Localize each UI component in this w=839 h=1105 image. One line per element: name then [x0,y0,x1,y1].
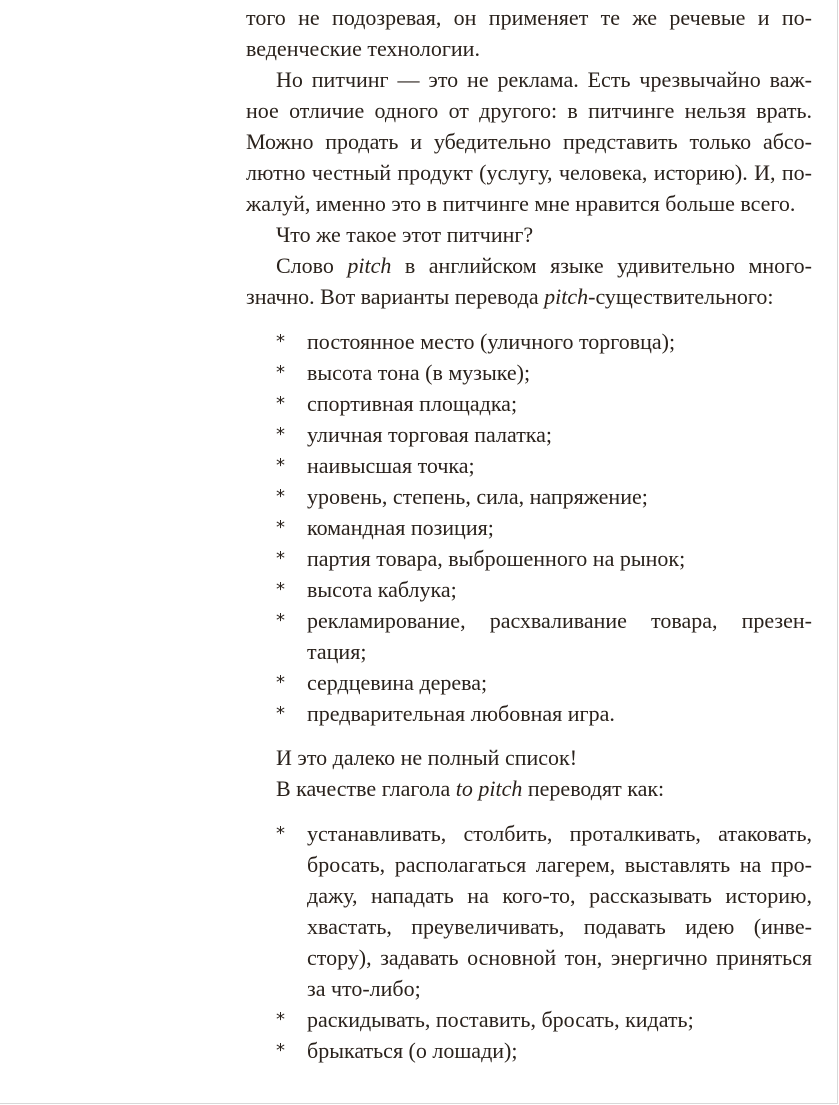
paragraph-verb-intro [246,773,812,804]
text-line: Слово pitch в английском языке удивительно много- [276,253,812,278]
list-item-line: предварительная любовная игра. [307,701,615,726]
list-item-line: постоянное место (уличного торговца); [307,329,676,354]
list-item-line: спортивная площадка; [307,391,518,416]
paragraph-word-pitch [246,250,812,312]
text-line: В качестве глагола to pitch переводят как: [276,776,665,801]
asterisk-bullet-icon: * [276,517,285,538]
list-item-line: раскидывать, поставить, бросать, кидать; [307,1007,694,1032]
asterisk-bullet-icon: * [276,393,285,414]
list-item-line: стору), задавать основной тон, энергично приняться [307,945,812,970]
list-item [246,605,812,667]
list-item-line: бросать, располагаться лагерем, выставлять на про- [307,852,812,877]
asterisk-bullet-icon: * [276,486,285,507]
asterisk-bullet-icon: * [276,823,285,844]
list-item [246,326,812,357]
list-item-line: за что-либо; [307,976,421,1001]
list-item-line: брыкаться (о лошади); [307,1038,518,1063]
list-item-line: дажу, нападать на кого-то, рассказывать историю, [307,883,812,908]
list-item-line: партия товара, выброшенного на рынок; [307,546,686,571]
list-item-line: наивысшая точка; [307,453,475,478]
text-line: жалуй, именно это в питчинге мне нравится больше всего. [246,191,796,216]
text-line: значно. Вот варианты перевода pitch-существительного: [246,284,774,309]
verb-translations-list [246,818,812,1066]
asterisk-bullet-icon: * [276,1040,285,1061]
list-item-line: хвастать, преувеличивать, подавать идею (инве- [307,914,812,939]
asterisk-bullet-icon: * [276,331,285,352]
list-item [246,1004,812,1035]
noun-translations-list [246,326,812,729]
list-item [246,818,812,1004]
text-line: веденческие технологии. [246,36,480,61]
asterisk-bullet-icon: * [276,362,285,383]
asterisk-bullet-icon: * [276,548,285,569]
text-line: Можно продать и убедительно представить только абсо- [246,129,812,154]
page-text [246,2,812,1066]
paragraph-continuation [246,2,812,64]
asterisk-bullet-icon: * [276,610,285,631]
asterisk-bullet-icon: * [276,672,285,693]
asterisk-bullet-icon: * [276,703,285,724]
text-line: лютно честный продукт (услугу, человека, историю). И, по- [246,160,812,185]
list-item [246,450,812,481]
paragraph-question [246,219,812,250]
list-item [246,574,812,605]
list-item [246,667,812,698]
term-pitch: pitch [347,253,392,278]
asterisk-bullet-icon: * [276,424,285,445]
list-item-line: устанавливать, столбить, проталкивать, атаковать, [307,821,812,846]
term-to-pitch: to pitch [455,776,523,801]
term-pitch: pitch [544,284,589,309]
list-item-line: тация; [307,639,367,664]
list-item [246,419,812,450]
paragraph-pitching-not-ads [246,64,812,219]
list-item-line: уровень, степень, сила, напряжение; [307,484,648,509]
list-item [246,1035,812,1066]
list-item-line: сердцевина дерева; [307,670,488,695]
list-item-line: высота тона (в музыке); [307,360,531,385]
list-item-line: уличная торговая палатка; [307,422,553,447]
asterisk-bullet-icon: * [276,1009,285,1030]
asterisk-bullet-icon: * [276,455,285,476]
list-item-line: командная позиция; [307,515,494,540]
text-line: Что же такое этот питчинг? [276,222,534,247]
text-line: ное отличие одного от другого: в питчинге нельзя врать. [246,98,812,123]
list-item [246,388,812,419]
list-item-line: высота каблука; [307,577,457,602]
list-item [246,698,812,729]
text-line: того не подозревая, он применяет те же речевые и по- [246,5,812,30]
text-line: Но питчинг — это не реклама. Есть чрезвычайно важ- [276,67,812,92]
text-line: И это далеко не полный список! [276,745,578,770]
list-item [246,512,812,543]
list-item-line: рекламирование, расхваливание товара, презен- [307,608,812,633]
list-item [246,357,812,388]
asterisk-bullet-icon: * [276,579,285,600]
list-item [246,481,812,512]
list-item [246,543,812,574]
paragraph-not-complete [246,742,812,773]
